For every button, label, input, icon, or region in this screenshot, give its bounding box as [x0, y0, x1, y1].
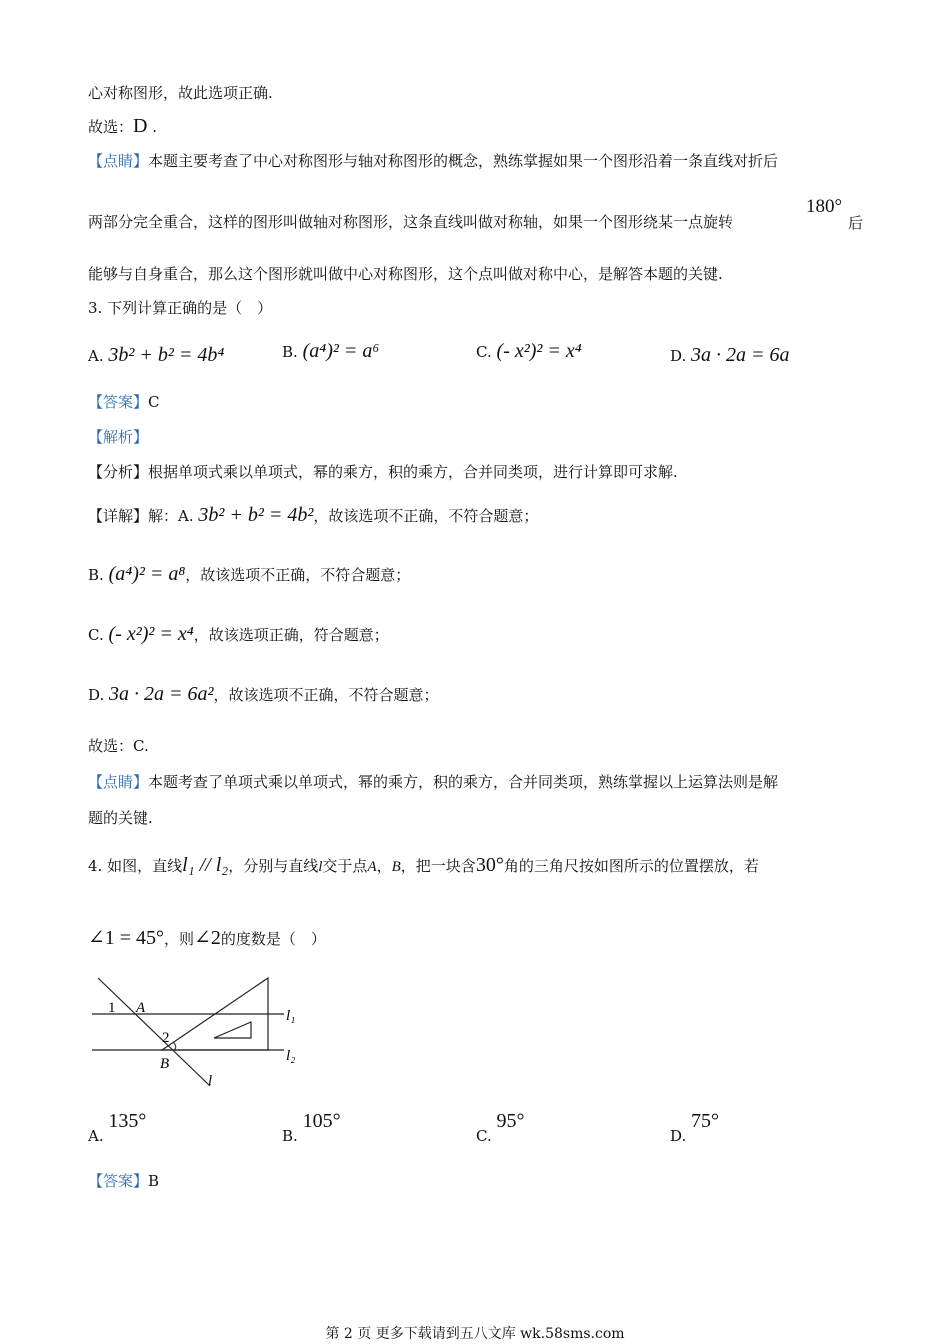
q3-fenxi: 【分析】根据单项式乘以单项式，幂的乘方，积的乘方，合并同类项，进行计算即可求解. [88, 463, 678, 481]
q3-option-a: A. 3b² + b² = 4b⁴ [88, 344, 225, 366]
line-l [98, 978, 210, 1086]
geometry-figure [88, 972, 308, 1092]
label-l: l [208, 1073, 213, 1089]
q3-dianjing-2: 题的关键. [88, 809, 153, 827]
q3-dianjing: 【点睛】本题考查了单项式乘以单项式，幂的乘方，积的乘方，合并同类项，熟练掌握以上运算法则是解 [88, 773, 779, 791]
q4-option-d: D. 75° [670, 1110, 720, 1145]
q3-option-c: C. (- x²)² = x⁴ [476, 340, 582, 362]
q4-option-a: A. 135° [88, 1110, 147, 1145]
q3-detail-a: 【详解】解：A. 3b² + b² = 4b²，故该选项不正确，不符合题意； [88, 504, 539, 526]
q3-analysis-tag: 【解析】 [88, 428, 149, 446]
q4-answer: 【答案】B [88, 1172, 160, 1190]
dianjing-line: 【点睛】本题主要考查了中心对称图形与轴对称图形的概念，熟练掌握如果一个图形沿着一条直线对折后 [88, 152, 779, 170]
label-1: 1 [108, 1000, 116, 1016]
label-a: A [136, 1000, 146, 1016]
q3-answer: 【答案】C [88, 393, 160, 411]
q4-option-b: B. 105° [282, 1110, 341, 1145]
question-4-stem: 4. 如图，直线l₁ // l₂，分别与直线l交于点A，B，把一块含30°角的三角尺按如图所示的位置摆放，若 [88, 854, 759, 876]
tag-dianjing: 【点睛】 [88, 152, 149, 170]
text-line: 故选：D . [88, 115, 158, 137]
q3-option-b: B. (a⁴)² = a⁶ [282, 340, 380, 362]
question-3-stem: 3. 下列计算正确的是（ ） [88, 299, 273, 317]
q3-detail-c: C. (- x²)² = x⁴，故该选项正确，符合题意； [88, 623, 389, 645]
angle-2-arc [173, 1042, 176, 1050]
text-line: 能够与自身重合，那么这个图形就叫做中心对称图形，这个点叫做对称中心，是解答本题的关键. [88, 265, 723, 283]
question-4-condition: ∠1 = 45°，则∠2的度数是（ ） [88, 927, 326, 949]
text-after: 后 [848, 214, 864, 232]
label-l2: l₂ [286, 1048, 296, 1064]
text-line: 两部分完全重合，这样的图形叫做轴对称图形，这条直线叫做对称轴，如果一个图形绕某一点旋转 [88, 213, 734, 231]
triangle-inner [214, 1022, 251, 1038]
q3-detail-b: B. (a⁴)² = a⁸，故该选项不正确，不符合题意； [88, 563, 411, 585]
label-2: 2 [162, 1030, 170, 1046]
label-b: B [160, 1056, 170, 1072]
q3-conclusion: 故选：C. [88, 737, 149, 755]
degree-180: 180° [806, 196, 843, 217]
q3-option-d: D. 3a · 2a = 6a [670, 344, 790, 366]
page-footer: 第 2 页 更多下载请到五八文库 wk.58sms.com [325, 1326, 625, 1342]
text-line: 心对称图形，故此选项正确. [88, 84, 273, 102]
q3-detail-d: D. 3a · 2a = 6a²，故该选项不正确，不符合题意； [88, 683, 439, 705]
label-l1: l₁ [286, 1008, 296, 1024]
q4-option-c: C. 95° [476, 1110, 525, 1145]
